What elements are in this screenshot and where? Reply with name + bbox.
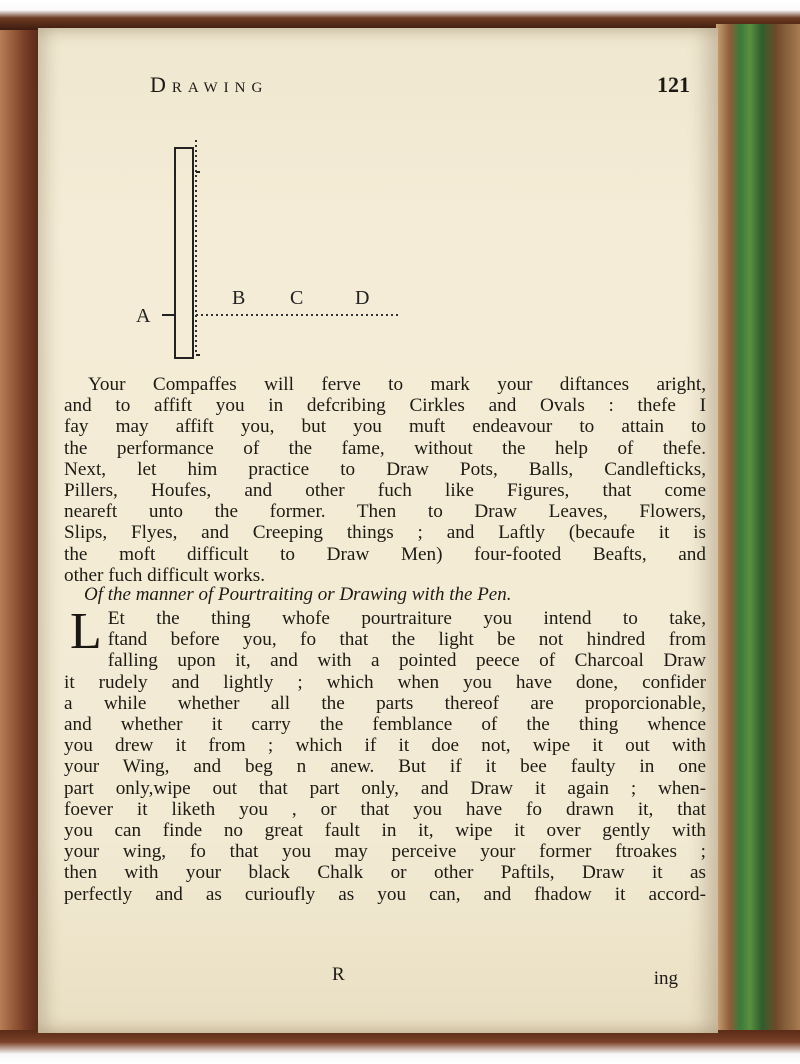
signature-mark: R — [332, 964, 345, 985]
text-line: and whether it carry the femblance of the thing whence — [64, 714, 706, 736]
paragraph-compasses — [64, 374, 706, 586]
label-b: B — [232, 287, 246, 309]
text-line: it rudely and lightly ; which when you have done, confider — [64, 671, 706, 693]
text-line: you drew it from ; which if it doe not, wipe it out with — [64, 735, 706, 757]
text-line: Your Compaffes will ferve to mark your diftances aright, — [88, 374, 706, 395]
catchword: ing — [653, 968, 678, 989]
paragraph-pen-drawing — [64, 603, 706, 905]
label-a: A — [136, 305, 151, 327]
text-line: other fuch difficult works. — [64, 564, 266, 586]
text-line: Et the thing whofe pourtraiture you intend to take, — [107, 608, 706, 629]
vertical-bar-outline — [175, 148, 193, 358]
text-line: the moft difficult to Draw Men) four-footed Beafts, and — [64, 543, 706, 565]
top-binding-edge — [0, 0, 800, 30]
text-line: fay may affift you, but you muft endeavour to attain to — [64, 416, 706, 438]
text-line: and to affift you in defcribing Cirkles and Ovals : thefe I — [64, 395, 706, 417]
text-line: Pillers, Houfes, and other fuch like Figures, that come — [64, 480, 706, 502]
compass-measure-figure — [100, 110, 660, 370]
label-c: C — [290, 287, 304, 309]
text-line: the performance of the fame, without the help of thefe. — [64, 437, 706, 459]
text-line: part only,wipe out that part only, and Draw it again ; when- — [64, 777, 706, 799]
drop-cap: L — [70, 603, 102, 660]
text-line: Next, let him practice to Draw Pots, Balls, Candlefticks, — [64, 458, 706, 480]
text-line: you can finde no great fault in it, wipe it over gently with — [64, 820, 706, 842]
text-line: falling upon it, and with a pointed peece of Charcoal Draw — [107, 650, 706, 672]
text-line: ftand before you, fo that the light be not hindred from — [107, 629, 706, 651]
text-line: a while whether all the parts thereof are proporcionable, — [64, 692, 706, 714]
section-heading: Of the manner of Pourtraiting or Drawing with the Pen. — [84, 584, 512, 605]
text-line: neareft unto the former. Then to Draw Leaves, Flowers, — [64, 501, 706, 523]
label-d: D — [355, 287, 370, 309]
page-number: 121 — [657, 72, 690, 97]
text-line: your wing, fo that you may perceive your former ftroakes ; — [64, 841, 706, 863]
fore-edge-marbling — [716, 24, 800, 1034]
running-title: Drawing — [150, 72, 269, 97]
text-line: foever it liketh you , or that you have fo drawn it, that — [64, 798, 706, 820]
bottom-binding-edge — [0, 1030, 800, 1064]
text-line: your Wing, and beg n anew. But if it bee faulty in one — [64, 756, 706, 778]
text-line: perfectly and as curioufly as you can, and fhadow it accord- — [64, 883, 706, 905]
text-line: then with your black Chalk or other Paftils, Draw it as — [64, 862, 706, 884]
text-line: Slips, Flyes, and Creeping things ; and Laftly (becaufe it is — [64, 522, 706, 544]
